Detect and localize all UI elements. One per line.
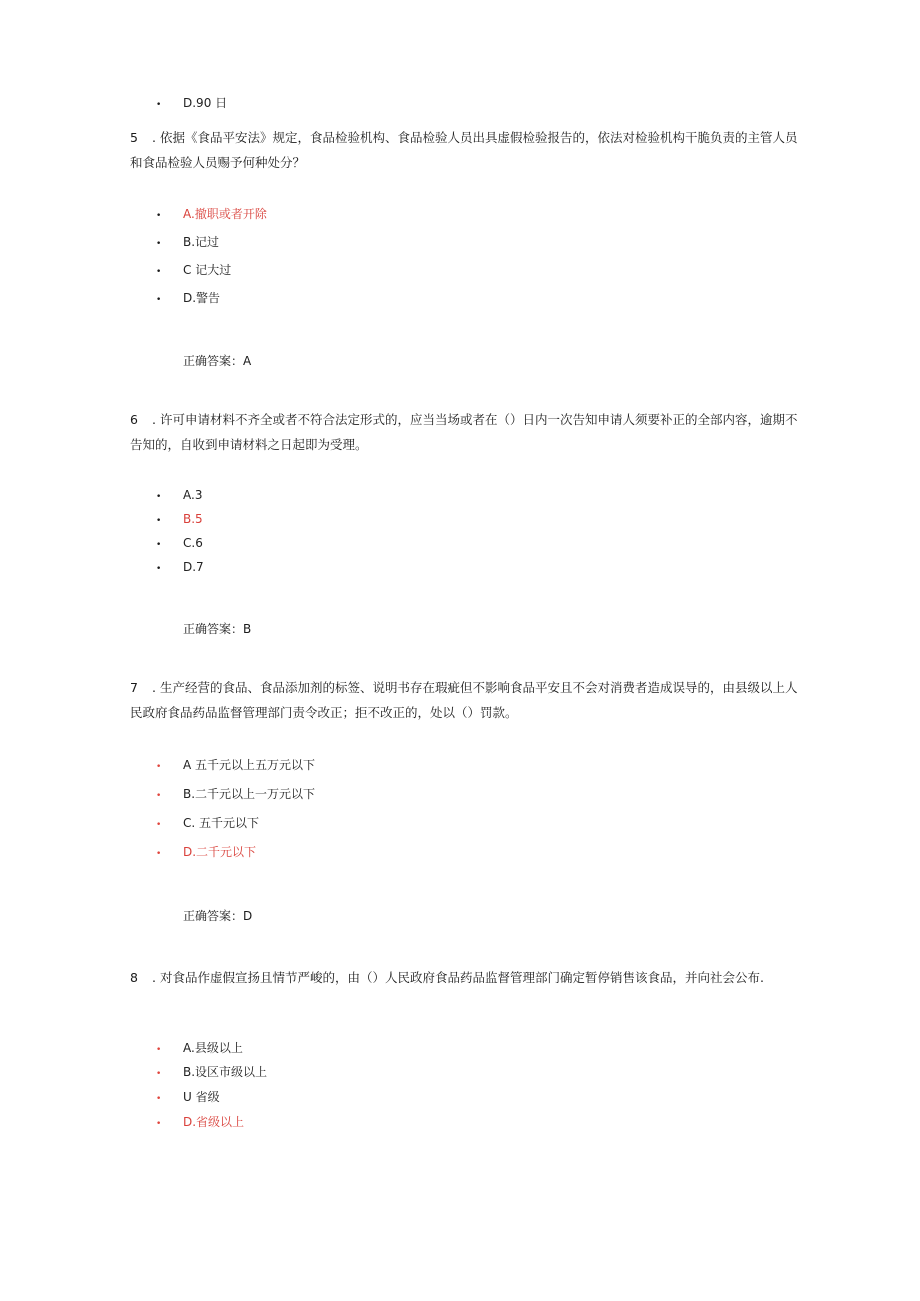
question-number: 5 (130, 130, 138, 145)
option-label: D.90 日 (183, 96, 228, 110)
bullet-icon: • (156, 211, 162, 221)
option-label: B.5 (183, 512, 203, 526)
option-label: A.县级以上 (183, 1041, 243, 1055)
bullet-icon: • (156, 791, 162, 801)
option-label: D.7 (183, 560, 204, 574)
option-item (156, 288, 220, 308)
bullet-icon: • (156, 762, 162, 772)
option-item (156, 485, 202, 505)
bullet-icon: • (156, 540, 162, 550)
option-label: D.省级以上 (183, 1115, 245, 1129)
option-label: U 省级 (183, 1090, 220, 1104)
option-item (156, 1087, 220, 1107)
option-item (156, 842, 256, 862)
bullet-icon: • (156, 1094, 162, 1104)
option-item (156, 204, 267, 224)
bullet-icon: • (156, 492, 162, 502)
question-text: . 许可申请材料不齐全或者不符合法定形式的，应当当场或者在（）日内一次告知申请人须要补正的全部内容，逾期不告知的，自收到申请材料之日起即为受理。 (130, 412, 798, 452)
bullet-icon: • (156, 267, 162, 277)
option-item (156, 1038, 243, 1058)
option-label: A.3 (183, 488, 203, 502)
option-item (156, 557, 204, 577)
bullet-icon: • (156, 564, 162, 574)
correct-answer: 正确答案：D (183, 909, 253, 923)
bullet-icon: • (156, 820, 162, 830)
bullet-icon: • (156, 1119, 162, 1129)
question-7 (130, 675, 800, 725)
option-item (156, 93, 227, 113)
option-label: B.记过 (183, 235, 220, 249)
option-item (156, 784, 315, 804)
option-item (156, 232, 219, 252)
bullet-icon: • (156, 239, 162, 249)
question-6 (130, 407, 800, 457)
bullet-icon: • (156, 1045, 162, 1055)
bullet-icon: • (156, 516, 162, 526)
option-label: D.警告 (183, 291, 221, 305)
option-label: C.6 (183, 536, 203, 550)
question-text: . 对食品作虚假宣扬且情节严峻的，由（）人民政府食品药品监督管理部门确定暂停销售该食品，并向社会公布. (152, 970, 764, 985)
option-item (156, 1112, 244, 1132)
bullet-icon: • (156, 849, 162, 859)
option-item (156, 1062, 267, 1082)
question-8 (130, 965, 800, 990)
option-label: C. 五千元以下 (183, 816, 260, 830)
option-label: A.撤职或者开除 (183, 207, 267, 221)
option-item (156, 755, 315, 775)
option-item (156, 509, 203, 529)
correct-answer: 正确答案：B (183, 622, 252, 636)
bullet-icon: • (156, 295, 162, 305)
correct-answer: 正确答案：A (183, 354, 252, 368)
question-number: 6 (130, 412, 138, 427)
question-number: 8 (130, 970, 138, 985)
option-item (156, 260, 231, 280)
question-text: . 生产经营的食品、食品添加剂的标签、说明书存在瑕疵但不影响食品平安且不会对消费者造成误导的，由县级以上人民政府食品药品监督管理部门责令改正；拒不改正的，处以（）罚款。 (130, 680, 798, 720)
question-number: 7 (130, 680, 138, 695)
option-label: A 五千元以上五万元以下 (183, 758, 316, 772)
option-label: C 记大过 (183, 263, 232, 277)
bullet-icon: • (156, 1069, 162, 1079)
option-label: B.设区市级以上 (183, 1065, 268, 1079)
question-text: . 依据《食品平安法》规定，食品检验机构、食品检验人员出具虚假检验报告的，依法对检验机构干脆负责的主管人员和食品检验人员赐予何种处分？ (130, 130, 798, 170)
bullet-icon: • (156, 100, 162, 110)
option-item (156, 813, 259, 833)
option-label: B.二千元以上一万元以下 (183, 787, 316, 801)
option-item (156, 533, 203, 553)
question-5 (130, 125, 800, 175)
option-label: D.二千元以下 (183, 845, 257, 859)
